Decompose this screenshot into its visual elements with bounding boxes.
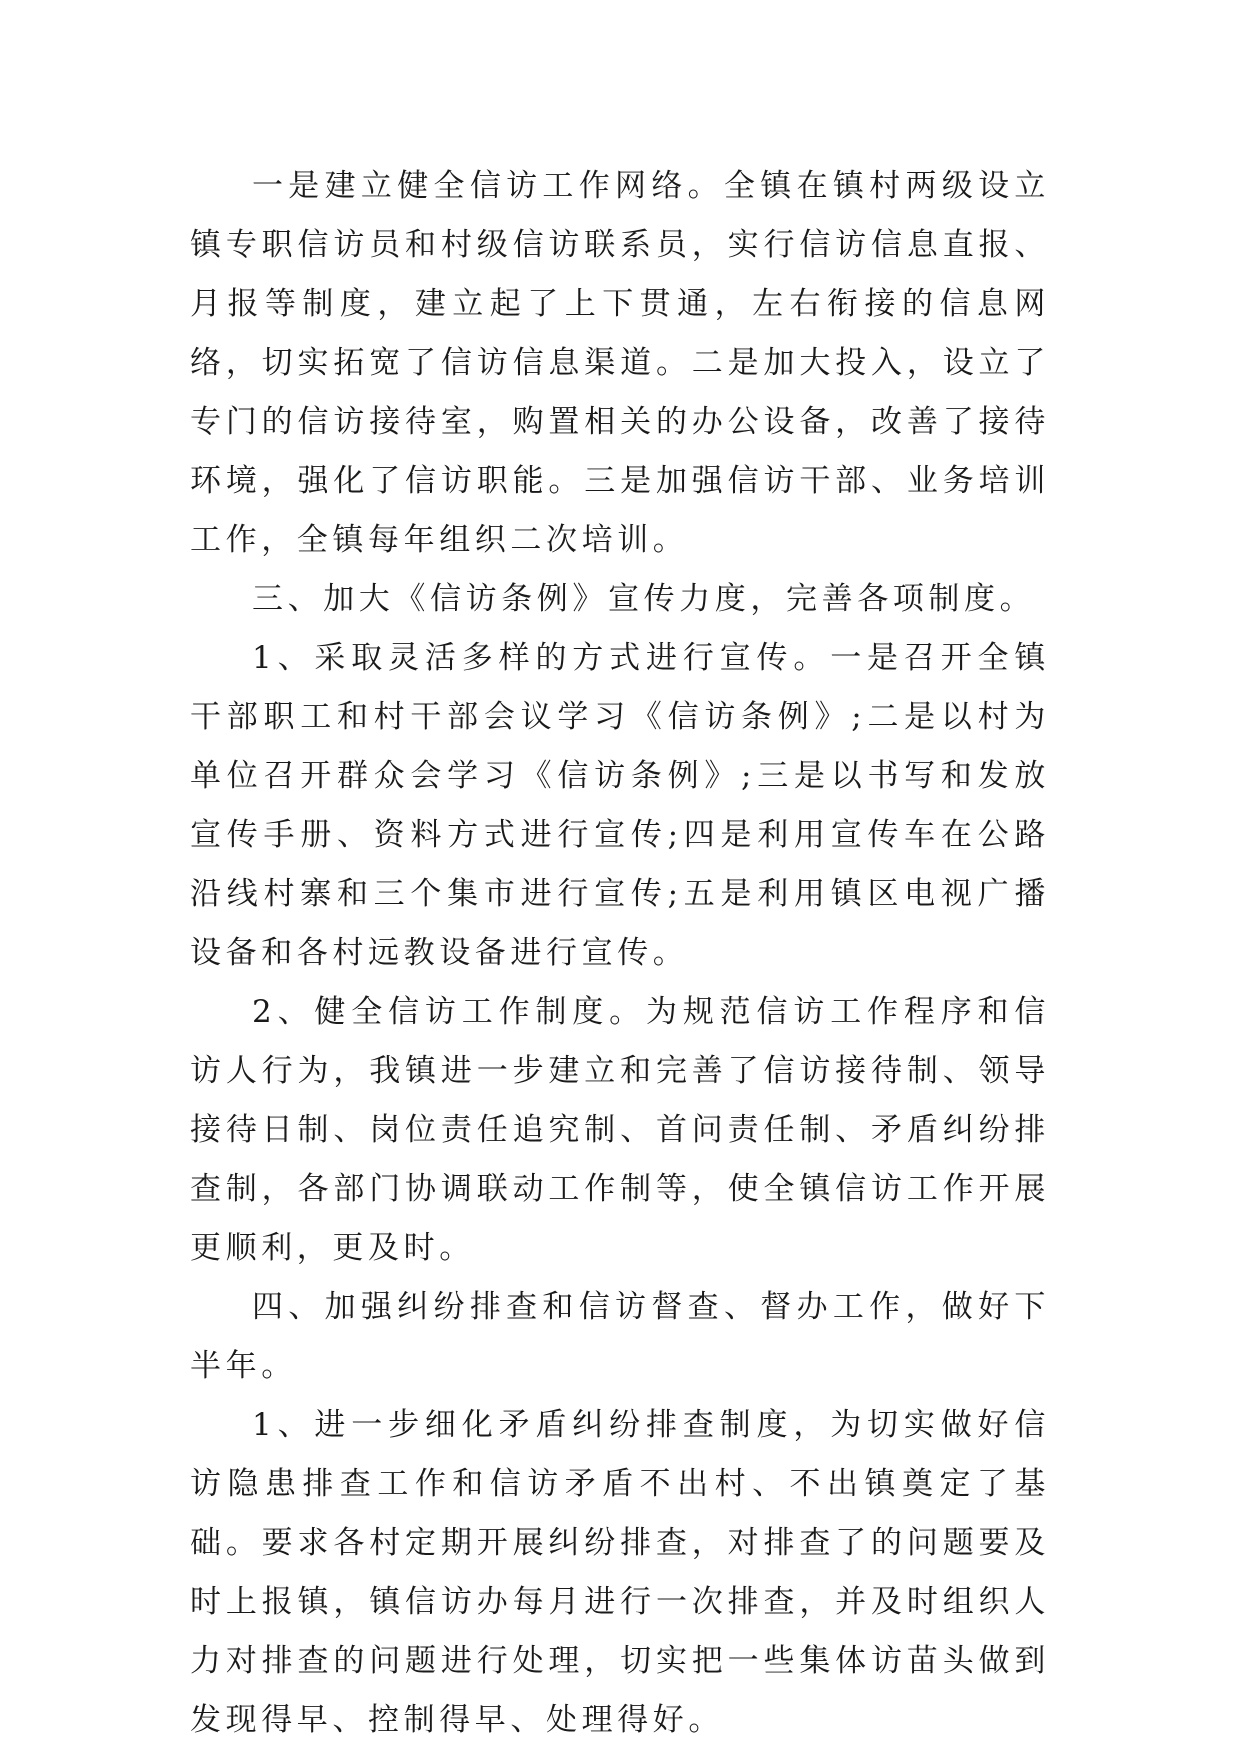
section-heading-four: 四、加强纠纷排查和信访督查、督办工作，做好下半年。 xyxy=(190,1289,1050,1384)
paragraph-investigation: 1、进一步细化矛盾纠纷排查制度，为切实做好信访隐患排查工作和信访矛盾不出村、不出镇奠定了基础。要求各村定期开展纠纷排查，对排查了的问题要及时上报镇，镇信访办每月进行一次排查，并及时组织人力对排查的问题进行处理，切实把一些集体访苗头做到发现得早、控制得早、处理得好。 xyxy=(190,1407,1050,1738)
document-body xyxy=(190,157,1050,1750)
section-heading-three: 三、加大《信访条例》宣传力度，完善各项制度。 xyxy=(252,581,1036,617)
paragraph-network: 一是建立健全信访工作网络。全镇在镇村两级设立镇专职信访员和村级信访联系员，实行信访信息直报、月报等制度，建立起了上下贯通，左右衔接的信息网络，切实拓宽了信访信息渠道。二是加大投入，设立了专门的信访接待室，购置相关的办公设备，改善了接待环境，强化了信访职能。三是加强信访干部、业务培训工作，全镇每年组织二次培训。 xyxy=(190,168,1050,558)
paragraph-system: 2、健全信访工作制度。为规范信访工作程序和信访人行为，我镇进一步建立和完善了信访接待制、领导接待日制、岗位责任追究制、首问责任制、矛盾纠纷排查制，各部门协调联动工作制等，使全镇信访工作开展更顺利，更及时。 xyxy=(190,994,1050,1266)
paragraph-publicity: 1、采取灵活多样的方式进行宣传。一是召开全镇干部职工和村干部会议学习《信访条例》;二是以村为单位召开群众会学习《信访条例》;三是以书写和发放宣传手册、资料方式进行宣传;四是利用宣传车在公路沿线村寨和三个集市进行宣传;五是利用镇区电视广播设备和各村远教设备进行宣传。 xyxy=(190,640,1050,971)
